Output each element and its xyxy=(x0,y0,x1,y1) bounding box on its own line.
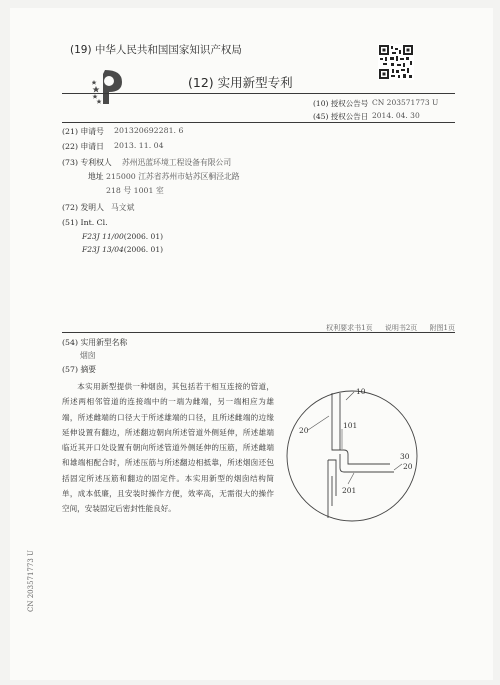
qr-code-icon xyxy=(378,44,414,80)
inventor-label: (72) 发明人 xyxy=(62,203,104,212)
label-30: 30 xyxy=(400,452,410,461)
document-type: (12) 实用新型专利 xyxy=(188,75,293,90)
application-no-value: 201320692281. 6 xyxy=(114,126,184,135)
address-label: 地址 xyxy=(88,172,104,181)
label-20-left: 20 xyxy=(299,426,309,435)
abstract-figure xyxy=(282,356,432,526)
inventor-value: 马文斌 xyxy=(111,203,135,212)
patentee-value: 苏州迅蓝环境工程设备有限公司 xyxy=(122,158,232,167)
label-10: 10 xyxy=(356,387,366,396)
label-101: 101 xyxy=(343,421,358,430)
detail-circle xyxy=(287,391,417,521)
header-rule xyxy=(62,93,455,94)
abstract-text: 本实用新型提供一种烟囱，其包括若干相互连接的管道，所述两相邻管道的连接端中的一端为雌端，另一端相应为雄端，所述雌端的口径大于所述雄端的口径，且所述雌端的边缘延伸设置有翻边，所述翻边朝向所述管道外侧延伸，所述雄端临近其开口处设置有朝向所述管道外侧延伸的压筋，所述雌端和雄端相配合时，所述压筋与所述翻边相抵靠，所述烟囱还包括固定所述压筋和翻边的固定件。本实用新型的烟囱结构简单，成本低廉，且安装时操作方便，效率高，无需很大的操作空间，安装固定后密封性能良好。 xyxy=(62,382,274,514)
issuing-office: (19) 中华人民共和国国家知识产权局 xyxy=(70,44,242,56)
side-publication-code: CN 203571773 U xyxy=(27,550,35,612)
announcement-no-value: CN 203571773 U xyxy=(372,98,439,107)
abstract-label: (57) 摘要 xyxy=(62,365,97,374)
filing-date-value: 2013. 11. 04 xyxy=(114,141,164,150)
filing-date-label: (22) 申请日 xyxy=(62,142,104,151)
drawings-page-count: 附图1页 xyxy=(429,324,455,332)
section-rule xyxy=(62,332,455,333)
label-20-right: 20 xyxy=(403,462,413,471)
address-line-2: 218 号 1001 室 xyxy=(106,186,164,195)
address-line-1: 215000 江苏省苏州市姑苏区桐泾北路 xyxy=(106,172,240,181)
title-label: (54) 实用新型名称 xyxy=(62,338,128,347)
utility-model-title: 烟囱 xyxy=(80,351,96,360)
biblio-top-rule xyxy=(62,122,455,123)
description-page-count: 说明书2页 xyxy=(384,324,418,332)
int-cl-item-2: F23J 13/04(2006. 01) xyxy=(82,245,164,254)
int-cl-label: (51) Int. Cl. xyxy=(62,218,108,227)
announcement-no-label: (10) 授权公告号 xyxy=(313,99,369,108)
application-no-label: (21) 申请号 xyxy=(62,127,104,136)
pipe-wall-upper xyxy=(332,393,340,450)
claims-page-count: 权利要求书1页 xyxy=(326,324,373,332)
cnipa-logo-icon xyxy=(92,68,126,106)
label-201: 201 xyxy=(342,486,357,495)
flange xyxy=(332,450,390,464)
int-cl-item-1: F23J 11/00(2006. 01) xyxy=(82,232,164,241)
announcement-date-value: 2014. 04. 30 xyxy=(372,111,420,120)
announcement-date-label: (45) 授权公告日 xyxy=(313,112,369,121)
patentee-label: (73) 专利权人 xyxy=(62,158,112,167)
